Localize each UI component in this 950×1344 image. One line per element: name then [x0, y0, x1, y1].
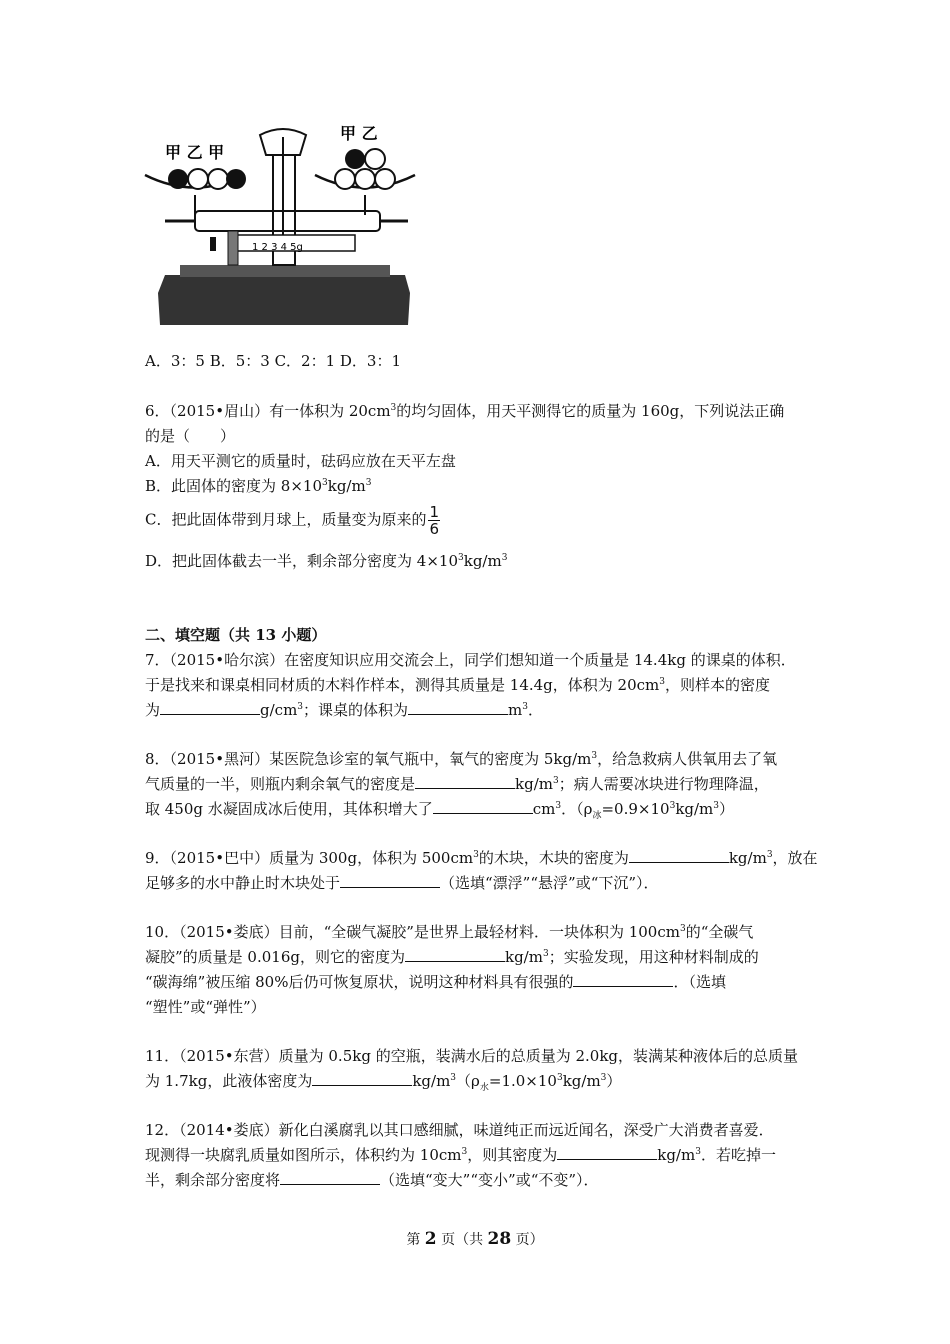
answer-blank[interactable]	[312, 1071, 412, 1086]
q10-line3: “碳海绵”被压缩 80%后仍可恢复原状，说明这种材料具有很强的 ．（选填	[145, 973, 726, 991]
q6-option-c: C．把此固体带到月球上，质量变为原来的 $\frac{1}{6}$	[145, 503, 440, 538]
q12-line1: 12．（2014•娄底）新化白溪腐乳以其口感细腻，味道纯正而远近闻名，深受广大消费者喜爱．	[145, 1121, 774, 1139]
current-page-number: 2	[424, 1229, 437, 1249]
answer-blank[interactable]	[433, 799, 533, 814]
q10-line2: 凝胶”的质量是 0.016g，则它的密度为 $kg/m^3$；实验发现，用这种材料制成的	[145, 948, 759, 966]
q9-line2: 足够多的水中静止时木块处于 （选填“漂浮”“悬浮”或“下沉”）．	[145, 874, 659, 892]
ball-jia	[226, 169, 246, 189]
answer-blank[interactable]	[415, 774, 515, 789]
q5-options: A．3：5 B．5：3 C．2：1 D．3：1	[145, 352, 402, 370]
q6-option-b: B．此固体的密度为 $8\times 10^3kg/m^3$	[145, 477, 372, 495]
q11-line2: 为 1.7kg，此液体密度为 $kg/m^3(\rho_水=1.0\times 10^3kg/m^3)$	[145, 1072, 622, 1093]
q11-line1: 11．（2015•东营）质量为 0.5kg 的空瓶，装满水后的总质量为 2.0kg，装满某种液体后的总质量	[145, 1047, 799, 1065]
ball-yi	[355, 169, 375, 189]
q10-line4: “塑性”或“弹性”）	[145, 998, 266, 1016]
scale-beam	[195, 211, 380, 231]
q12-line3: 半，剩余部分密度将 （选填“变大”“变小”或“不变”）．	[145, 1171, 599, 1189]
q9-line1: 9．（2015•巴中）质量为 300g，体积为 $500cm^3$的木块，木块的密度为 $kg/m^3$，放在	[145, 849, 818, 867]
answer-blank[interactable]	[340, 873, 440, 888]
scale-base-top	[180, 265, 390, 277]
q8-line3: 取 450g 水凝固成冰后使用，其体积增大了 $cm^3$．$(\rho_冰=0.9\times 10^3kg/m^3)$	[145, 800, 735, 821]
ball-yi	[375, 169, 395, 189]
balance-scale-figure	[140, 125, 425, 330]
section-heading: 二、填空题（共 13 小题）	[145, 626, 327, 644]
answer-blank[interactable]	[557, 1145, 657, 1160]
q8-line2: 气质量的一半，则瓶内剩余氧气的密度是 $kg/m^3$；病人需要冰块进行物理降温，	[145, 775, 769, 793]
left-pan-label: 甲 乙 甲	[165, 143, 225, 162]
ball-yi	[365, 149, 385, 169]
answer-blank[interactable]	[405, 947, 505, 962]
total-page-count: 28	[487, 1229, 512, 1249]
answer-blank[interactable]	[629, 848, 729, 863]
q6-option-a: A．用天平测它的质量时，砝码应放在天平左盘	[145, 452, 456, 470]
scale-base	[158, 275, 410, 325]
ball-yi	[188, 169, 208, 189]
q7-line2: 于是找来和课桌相同材质的木料作样本，测得其质量是 14.4g，体积为 $20cm^3$，则样本的密度	[145, 676, 771, 694]
fraction-one-sixth: $\frac{1}{6}$	[429, 503, 440, 538]
answer-blank[interactable]	[573, 972, 673, 987]
ball-yi	[335, 169, 355, 189]
ball-jia	[168, 169, 188, 189]
q6-stem-line2: 的是（ ）	[145, 427, 236, 445]
q12-line2: 现测得一块腐乳质量如图所示，体积约为 $10cm^3$，则其密度为 $kg/m^3$．若吃掉一	[145, 1146, 776, 1164]
answer-blank[interactable]	[280, 1170, 380, 1185]
answer-blank[interactable]	[408, 700, 508, 715]
q6-option-d: D．把此固体截去一半，剩余部分密度为 $4\times 10^3kg/m^3$	[145, 552, 508, 570]
ball-yi	[208, 169, 228, 189]
ball-jia	[345, 149, 365, 169]
ruler-scale: 1 2 3 4 5g	[252, 242, 303, 253]
right-pan-label: 甲 乙	[340, 125, 378, 143]
page-footer: 第 2 页（共 28 页）	[406, 1229, 544, 1249]
answer-blank[interactable]	[160, 700, 260, 715]
q10-line1: 10．（2015•娄底）目前，“全碳气凝胶”是世界上最轻材料．一块体积为 $100cm^3$的“全碳气	[145, 923, 754, 941]
q7-line3: 为 $g/cm^3$；课桌的体积为 $m^3$．	[145, 701, 544, 719]
q7-line1: 7．（2015•哈尔滨）在密度知识应用交流会上，同学们想知道一个质量是 14.4kg 的课桌的体积．	[145, 651, 796, 669]
q6-stem-line1: 6．（2015•眉山）有一体积为 $20cm^3$的均匀固体，用天平测得它的质量为 160g，下列说法正确	[145, 402, 785, 420]
q8-line1: 8．（2015•黑河）某医院急诊室的氧气瓶中，氧气的密度为 $5kg/m^3$，给急救病人供氧用去了氧	[145, 750, 778, 768]
